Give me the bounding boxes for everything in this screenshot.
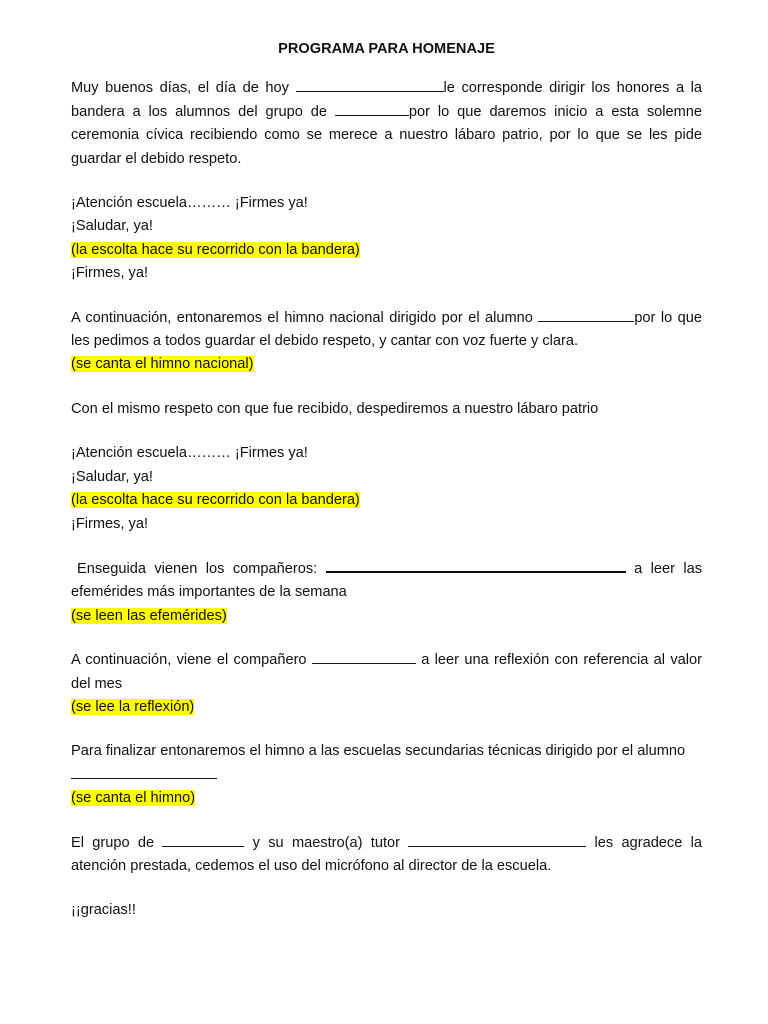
reflexion-text-1: A continuación, viene el compañero	[71, 652, 312, 669]
highlight-note-reflexion: (se lee la reflexión)	[71, 698, 195, 715]
grupo-blank	[162, 832, 244, 847]
himno-paragraph	[71, 307, 702, 354]
himno-text-1: A continuación, entonaremos el himno nacional dirigido por el alumno	[71, 309, 539, 326]
highlight-note-himno-escuelas: (se canta el himno)	[71, 790, 196, 807]
command-firmes: ¡Firmes, ya!	[71, 515, 149, 532]
highlight-note-himno: (se canta el himno nacional)	[71, 356, 254, 373]
himno-escuelas-paragraph	[71, 740, 702, 763]
document-page	[71, 38, 702, 923]
command-firmes: ¡Firmes, ya!	[71, 265, 149, 282]
intro-text-1: Muy buenos días, el día de hoy	[71, 80, 296, 97]
efemerides-text-2: a leer las efemérides más importantes de la semana	[71, 560, 702, 601]
tutor-blank	[408, 832, 586, 847]
intro-text-3: por lo que daremos inicio a esta solemne ceremonia cívica recibiendo como se merece a nuestro lábaro patrio, por lo que se les pide guardar el debido respeto.	[71, 103, 702, 167]
companero-blank	[312, 649, 416, 664]
document-title: PROGRAMA PARA HOMENAJE	[278, 41, 495, 57]
command-saludar: ¡Saludar, ya!	[71, 218, 153, 235]
despedida-paragraph: Con el mismo respeto con que fue recibido, despediremos a nuestro lábaro patrio	[71, 400, 599, 417]
intro-paragraph	[71, 77, 702, 171]
date-blank	[296, 77, 444, 92]
alumno-himno-blank	[71, 764, 217, 779]
commands-block-2	[71, 442, 702, 536]
highlight-note-escolta: (la escolta hace su recorrido con la bandera)	[71, 241, 360, 258]
gracias-text: ¡¡gracias!!	[71, 902, 136, 919]
companeros-blank	[326, 557, 626, 573]
efemerides-paragraph	[71, 557, 702, 605]
commands-block-1	[71, 192, 702, 286]
command-atencion: ¡Atención escuela……… ¡Firmes ya!	[71, 195, 308, 212]
reflexion-paragraph	[71, 649, 702, 696]
cierre-text-3: les agradece la atención prestada, cedemos el uso del micrófono al director de la escuela.	[71, 834, 702, 874]
highlight-note-escolta: (la escolta hace su recorrido con la bandera)	[71, 492, 360, 509]
himno-text-2: por lo que les pedimos a todos guardar el debido respeto, y cantar con voz fuerte y clara.	[71, 309, 702, 350]
command-saludar: ¡Saludar, ya!	[71, 468, 153, 485]
intro-text-2: le corresponde dirigir los honores a la bandera a los alumnos del grupo de	[71, 80, 702, 120]
group-blank	[335, 101, 409, 116]
efemerides-text-1: Enseguida vienen los compañeros:	[77, 560, 326, 577]
highlight-note-efemerides: (se leen las efemérides)	[71, 607, 227, 624]
cierre-text-1: El grupo de	[71, 834, 163, 851]
himno-escuelas-text: Para finalizar entonaremos el himno a las escuelas secundarias técnicas dirigido por el alumno	[71, 743, 686, 760]
cierre-text-2: y su maestro(a) tutor	[244, 834, 409, 851]
alumno-blank	[538, 307, 634, 322]
reflexion-text-2: a leer una reflexión con referencia al valor del mes	[71, 652, 702, 692]
command-atencion: ¡Atención escuela……… ¡Firmes ya!	[71, 445, 308, 462]
cierre-paragraph	[71, 832, 702, 879]
